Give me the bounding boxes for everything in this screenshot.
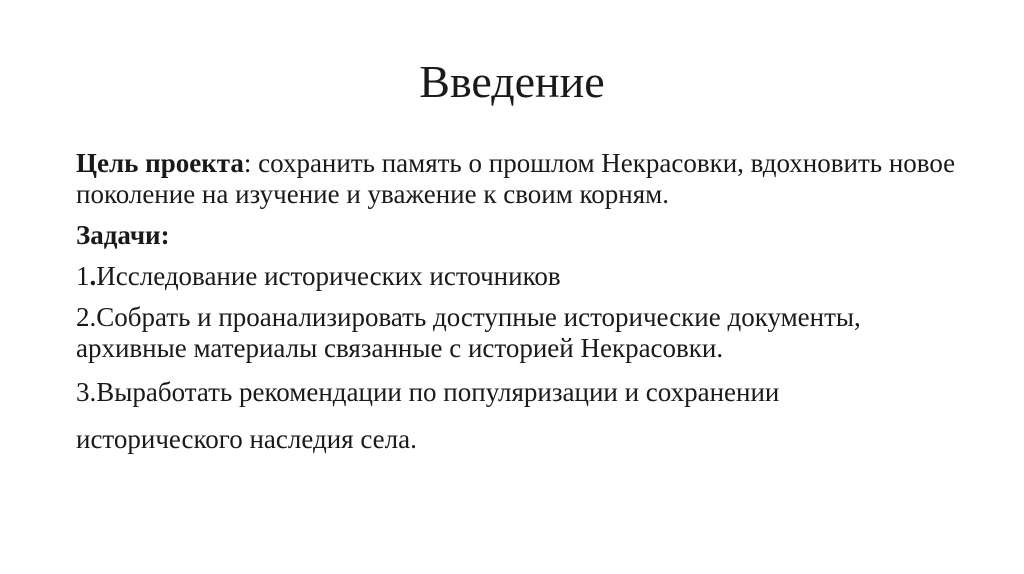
task-1-dot: . — [89, 261, 97, 291]
goal-paragraph — [76, 148, 956, 210]
task-item-3-continuation: исторического наследия села. — [76, 424, 417, 454]
task-item-2 — [76, 302, 956, 364]
slide-body — [76, 148, 956, 455]
task-3-number: 3. — [76, 377, 97, 407]
slide-title: Введение — [419, 56, 605, 107]
goal-label: Цель проекта — [76, 148, 244, 178]
task-1-text: Исследование исторических источников — [96, 261, 561, 291]
task-3-text-line1: Выработать рекомендации по популяризации и сохранении — [96, 377, 780, 407]
task-1-number: 1 — [76, 261, 90, 291]
task-2-text: Собрать и проанализировать доступные исторические документы, архивные материалы связанные с историей Некрасовки. — [76, 302, 861, 363]
goal-text: сохранить память о прошлом Некрасовки, вдохновить новое поколение на изучение и уважение к своим корням. — [76, 148, 956, 209]
goal-separator: : — [243, 148, 252, 178]
task-item-1 — [76, 261, 956, 292]
task-item-3 — [76, 377, 956, 408]
tasks-heading: Задачи: — [76, 220, 170, 250]
task-2-number: 2. — [76, 302, 97, 332]
